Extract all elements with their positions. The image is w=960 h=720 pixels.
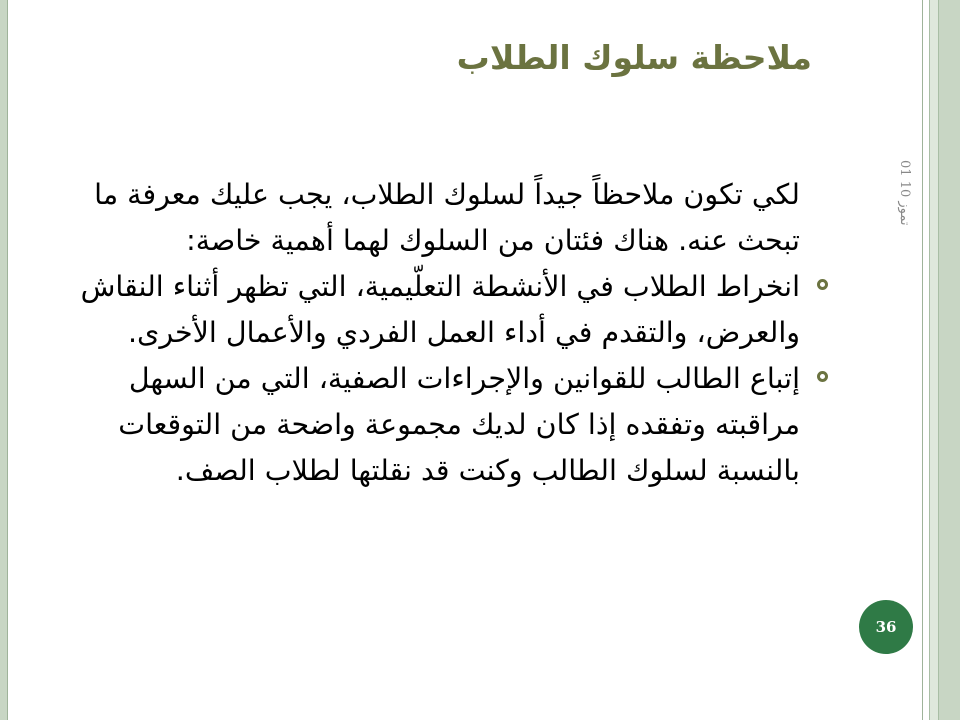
intro-paragraph: لكي تكون ملاحظاً جيداً لسلوك الطلاب، يجب عليك معرفة ما تبحث عنه. هناك فئتان من السلوك لهما أهمية خاصة:: [94, 178, 800, 257]
right-frame-divider: [922, 0, 923, 720]
bullet-text: إتباع الطالب للقوانين والإجراءات الصفية، التي من السهل مراقبته وتفقده إذا كان لديك مجموعة واضحة من التوقعات بالنسبة لسلوك الطالب وكنت قد نقلتها لطلاب الصف.: [118, 362, 800, 487]
page-number-badge: [859, 600, 913, 654]
circle-bullet-icon: [817, 279, 828, 290]
bullet-item: [60, 356, 800, 494]
bullet-list: [60, 264, 800, 494]
bullet-item: [60, 264, 800, 356]
left-frame-border: [0, 0, 8, 720]
slide-body: [60, 172, 800, 494]
bullet-text: انخراط الطلاب في الأنشطة التعلّيمية، التي تظهر أثناء النقاش والعرض، والتقدم في أداء العمل الفردي والأعمال الأخرى.: [80, 270, 800, 349]
right-frame-border: [924, 0, 960, 720]
slide-date: 01 تموز 10: [897, 160, 912, 226]
page-number: 36: [875, 618, 897, 636]
slide-title: ملاحظة سلوك الطلاب: [456, 38, 812, 77]
circle-bullet-icon: [817, 371, 828, 382]
